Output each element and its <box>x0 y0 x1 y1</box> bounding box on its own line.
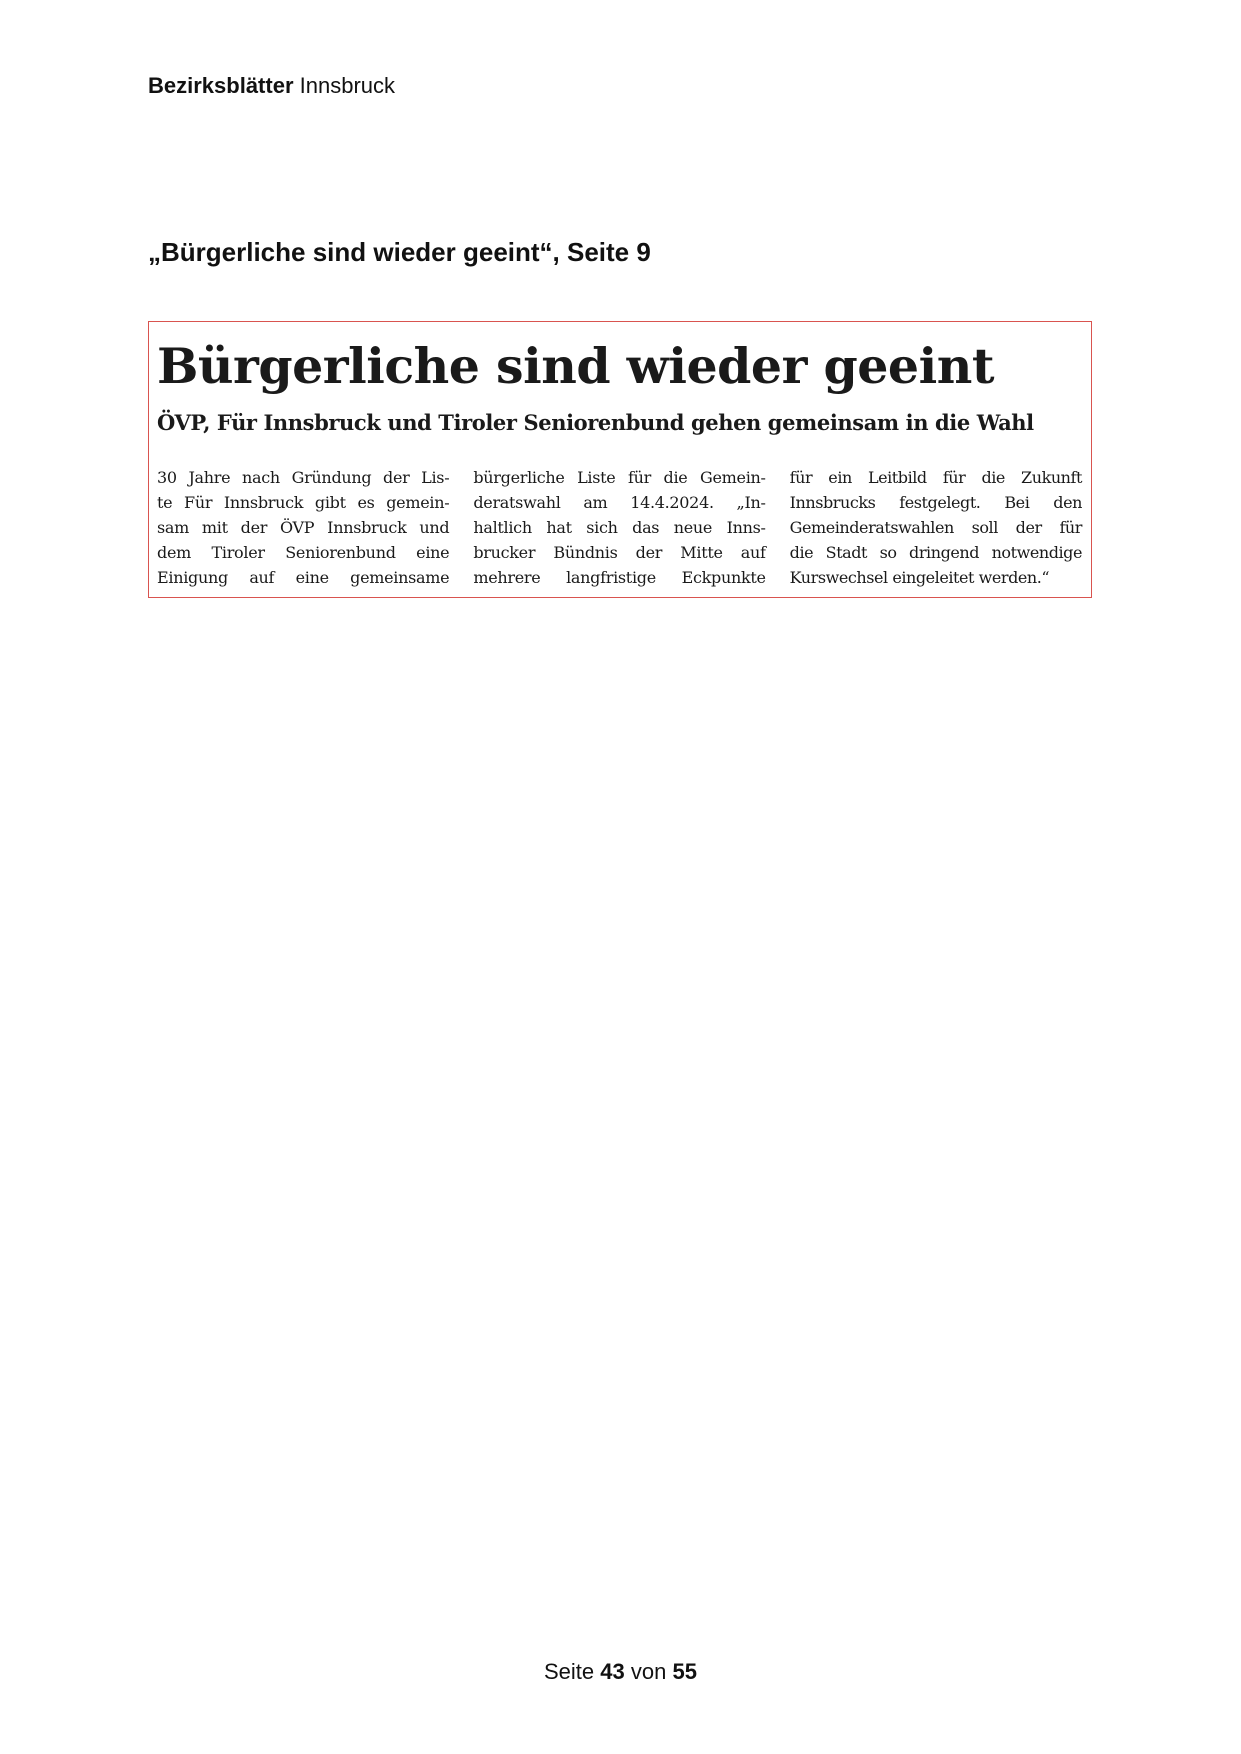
clipping-text-line: 30 Jahre nach Gründung der Lis- <box>157 468 450 487</box>
publication-name: Bezirksblätter <box>148 73 294 98</box>
clipping-text-line: bürgerliche Liste für die Gemein- <box>473 468 766 487</box>
clipping-column-2 <box>473 465 765 590</box>
clipping-body <box>157 465 1082 590</box>
clipping-text-line: sam mit der ÖVP Innsbruck und <box>157 518 450 537</box>
clipping-text-line: dem Tiroler Seniorenbund eine <box>157 543 450 562</box>
clipping-text-line: brucker Bündnis der Mitte auf <box>473 543 766 562</box>
clipping-text-line: haltlich hat sich das neue Inns- <box>473 518 766 537</box>
clipping-text-line: die Stadt so dringend notwendige <box>789 543 1082 562</box>
clipping-subheadline: ÖVP, Für Innsbruck und Tiroler Seniorenbund gehen gemeinsam in die Wahl <box>157 410 1034 435</box>
clipping-column-3 <box>790 465 1082 590</box>
clipping-text-line: deratswahl am 14.4.2024. „In- <box>473 493 766 512</box>
clipping-column-1 <box>157 465 449 590</box>
clipping-text-line: für ein Leitbild für die Zukunft <box>789 468 1082 487</box>
clipping-text-line: Kurswechsel eingeleitet werden.“ <box>789 568 1050 587</box>
clipping-text-line: Innsbrucks festgelegt. Bei den <box>789 493 1082 512</box>
page-separator: von <box>630 1659 667 1684</box>
total-page-count: 55 <box>672 1659 697 1684</box>
current-page-number: 43 <box>600 1659 625 1684</box>
clipping-headline: Bürgerliche sind wieder geeint <box>157 337 994 395</box>
publication-location: Innsbruck <box>299 73 396 98</box>
page-label: Seite <box>544 1659 595 1684</box>
clipping-text-line: Gemeinderatswahlen soll der für <box>789 518 1082 537</box>
clipping-text-line: Einigung auf eine gemeinsame <box>157 568 450 587</box>
document-header <box>148 72 395 100</box>
clipping-text-line: te Für Innsbruck gibt es gemein- <box>157 493 450 512</box>
newspaper-clipping <box>148 321 1092 598</box>
clipping-text-line: mehrere langfristige Eckpunkte <box>473 568 766 587</box>
page-number-footer <box>0 1658 1241 1686</box>
article-title: „Bürgerliche sind wieder geeint“, Seite 9 <box>148 237 651 267</box>
